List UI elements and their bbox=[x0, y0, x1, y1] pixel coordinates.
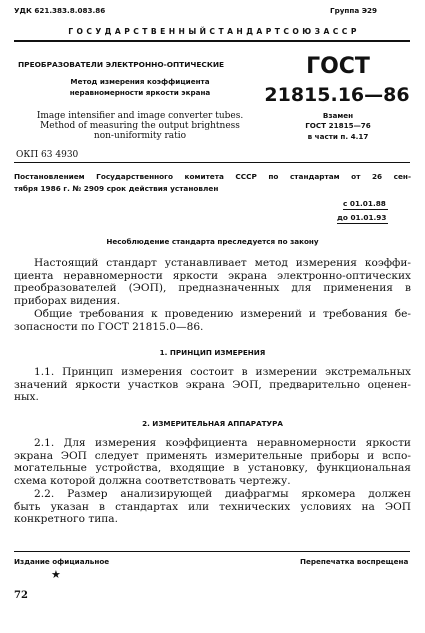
top-rule bbox=[14, 40, 410, 42]
s1-line-1: 1.1. Принцип измерения состоит в измерении экстремальных bbox=[34, 366, 411, 378]
intro-p1-line-4: приборах видения. bbox=[14, 294, 121, 307]
standard-category: ПРЕОБРАЗОВАТЕЛИ ЭЛЕКТРОННО-ОПТИЧЕСКИЕ bbox=[18, 60, 225, 69]
s2-p2-line-3: конкретного типа. bbox=[14, 513, 118, 526]
intro-p2-line-1: Общие требования к проведению измерений и требования бе- bbox=[34, 308, 411, 320]
gost-number: 21815.16—86 bbox=[264, 84, 410, 106]
reprint-forbidden-label: Перепечатка воспрещена bbox=[300, 557, 409, 566]
s2-p2-line-1: 2.2. Размер анализирующей диафрагмы яркомера должен bbox=[34, 488, 411, 500]
s1-line-3: ных. bbox=[14, 391, 39, 404]
intro-p1-line-1: Настоящий стандарт устанавливает метод измерения коэффи- bbox=[34, 257, 411, 269]
s2-p1-line-4: схема которой должна соответствовать чертежу. bbox=[14, 474, 291, 487]
section-1-paragraph bbox=[14, 366, 411, 404]
intro-p1-line-2: циента неравномерности яркости экрана электронно-оптических bbox=[14, 269, 411, 282]
decree-line-1: Постановлением Государственного комитета СССР по стандартам от 26 сен- bbox=[14, 172, 411, 181]
law-notice: Несоблюдение стандарта преследуется по закону bbox=[106, 237, 319, 246]
official-edition-label: Издание официальное bbox=[14, 557, 110, 566]
title-ru-1: Метод измерения коэффициента bbox=[70, 77, 210, 86]
intro-paragraph-2 bbox=[14, 308, 411, 333]
s1-line-2: значений яркости участков экрана ЭОП, предварительно оценен- bbox=[14, 378, 411, 391]
footer-rule bbox=[14, 551, 410, 552]
section-1-heading: 1. ПРИНЦИП ИЗМЕРЕНИЯ bbox=[159, 348, 266, 357]
s2-p1-line-2: экрана ЭОП следует применять измерительные приборы и вспо- bbox=[14, 449, 411, 462]
replaces-label: Взамен bbox=[322, 111, 354, 120]
s2-p2-line-2: быть указан в стандартах или технических условиях на ЭОП bbox=[14, 500, 411, 513]
standard-banner: Г О С У Д А Р С Т В Е Н Н Ы Й С Т А Н Д А Р Т С О Ю З А С С Р bbox=[68, 27, 357, 36]
replaces-clause: в части п. 4.17 bbox=[307, 132, 369, 141]
s2-p1-line-3: могательные устройства, входящие в установку, функциональная bbox=[14, 462, 411, 475]
s2-p1-line-1: 2.1. Для измерения коэффициента неравномерности яркости bbox=[34, 437, 411, 449]
section-2-heading: 2. ИЗМЕРИТЕЛЬНАЯ АППАРАТУРА bbox=[142, 419, 283, 428]
title-ru-2: неравномерности яркости экрана bbox=[69, 88, 211, 97]
okp-code: ОКП 63 4930 bbox=[16, 150, 79, 160]
title-rule bbox=[14, 162, 410, 163]
star-icon: ★ bbox=[51, 568, 61, 581]
title-en-3: non-uniformity ratio bbox=[93, 131, 187, 141]
section-2-paragraph-1 bbox=[14, 437, 411, 487]
effective-to-date: до 01.01.93 bbox=[337, 213, 387, 222]
replaces-standard: ГОСТ 21815—76 bbox=[305, 121, 371, 130]
intro-p1-line-3: преобразователей (ЭОП), предназначенных для применения в bbox=[14, 282, 411, 295]
udk-code: УДК 621.383.8.083.86 bbox=[14, 6, 106, 15]
decree-line-2: тября 1986 г. № 2909 срок действия установлен bbox=[14, 184, 219, 193]
page-number: 72 bbox=[14, 590, 28, 601]
intro-p2-line-2: зопасности по ГОСТ 21815.0—86. bbox=[14, 320, 204, 333]
gost-label: ГОСТ bbox=[306, 54, 370, 79]
effective-from-date: с 01.01.88 bbox=[343, 199, 386, 208]
intro-paragraph-1 bbox=[14, 257, 411, 307]
title-en-2: Method of measuring the output brightness bbox=[40, 121, 240, 131]
title-en-1: Image intensifier and image converter tubes. bbox=[36, 111, 244, 121]
group-code: Группа Э29 bbox=[330, 6, 377, 15]
section-2-paragraph-2 bbox=[14, 488, 411, 526]
